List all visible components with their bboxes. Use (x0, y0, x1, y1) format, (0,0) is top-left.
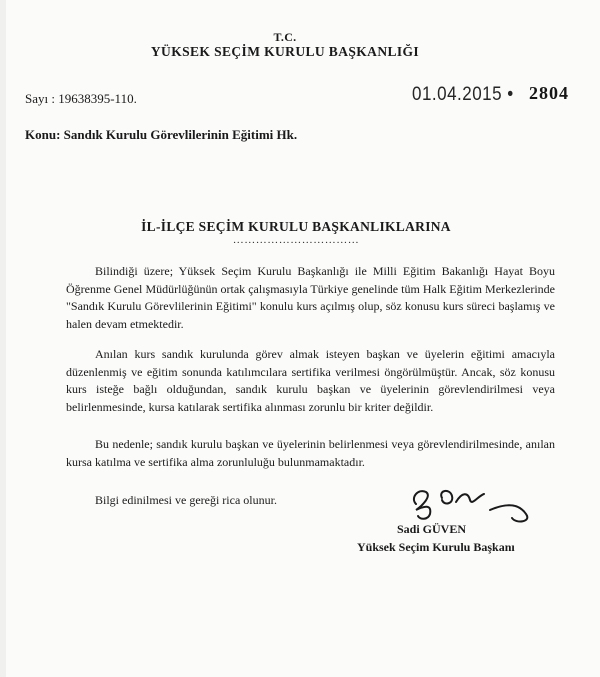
date-stamp: 01.04.2015 • (412, 82, 514, 105)
signer-name: Sadi GÜVEN (397, 522, 467, 536)
reference-number: Sayı : 19638395-110. (25, 91, 137, 106)
body-paragraph-1: Bilindiği üzere; Yüksek Seçim Kurulu Başkanlığı ile Milli Eğitim Bakanlığı Hayat Boyu Öğrenme Genel Müdürlüğünün ortak çalışmasıyla Türkiye genelinde tüm Halk Eğitim Merkezlerinde "Sandık Kurulu Görevlilerinin Eğitimi" konulu kurs açılmış olup, söz konusu kurs süreci başlamış ve halen devam etmektedir. (66, 264, 555, 331)
handwritten-signature (408, 484, 548, 524)
addressee-dots: …………………………… (232, 234, 360, 246)
header-tc: T.C. (273, 30, 297, 44)
closing-line: Bilgi edinilmesi ve gereği rica olunur. (95, 493, 277, 507)
addressee-title: İL-İLÇE SEÇİM KURULU BAŞKANLIKLARINA (141, 219, 451, 234)
header-organization: YÜKSEK SEÇİM KURULU BAŞKANLIĞI (150, 44, 420, 59)
signer-title: Yüksek Seçim Kurulu Başkanı (357, 540, 515, 554)
document-number-stamp: 2804 (529, 83, 569, 103)
body-paragraph-2: Anılan kurs sandık kurulunda görev almak isteyen başkan ve üyelerin eğitimi amacıyla düzenlenmiş ve eğitim sonunda katılımcılara sertifika verilmesi öngörülmüştür. Ancak, söz konusu kurs isteğe bağlı olduğundan, sandık kurulu başkan ve üyelerinin görevlendirilmesi veya belirlenmesinde, kursa katılarak sertifika alınması zorunlu bir kriter değildir. (66, 347, 555, 414)
subject-line: Konu: Sandık Kurulu Görevlilerinin Eğitimi Hk. (25, 127, 298, 142)
body-paragraph-3: Bu nedenle; sandık kurulu başkan ve üyelerinin belirlenmesi veya görevlendirilmesinde, anılan kursa katılma ve sertifika alma zorunluluğu bulunmamaktadır. (66, 437, 555, 469)
